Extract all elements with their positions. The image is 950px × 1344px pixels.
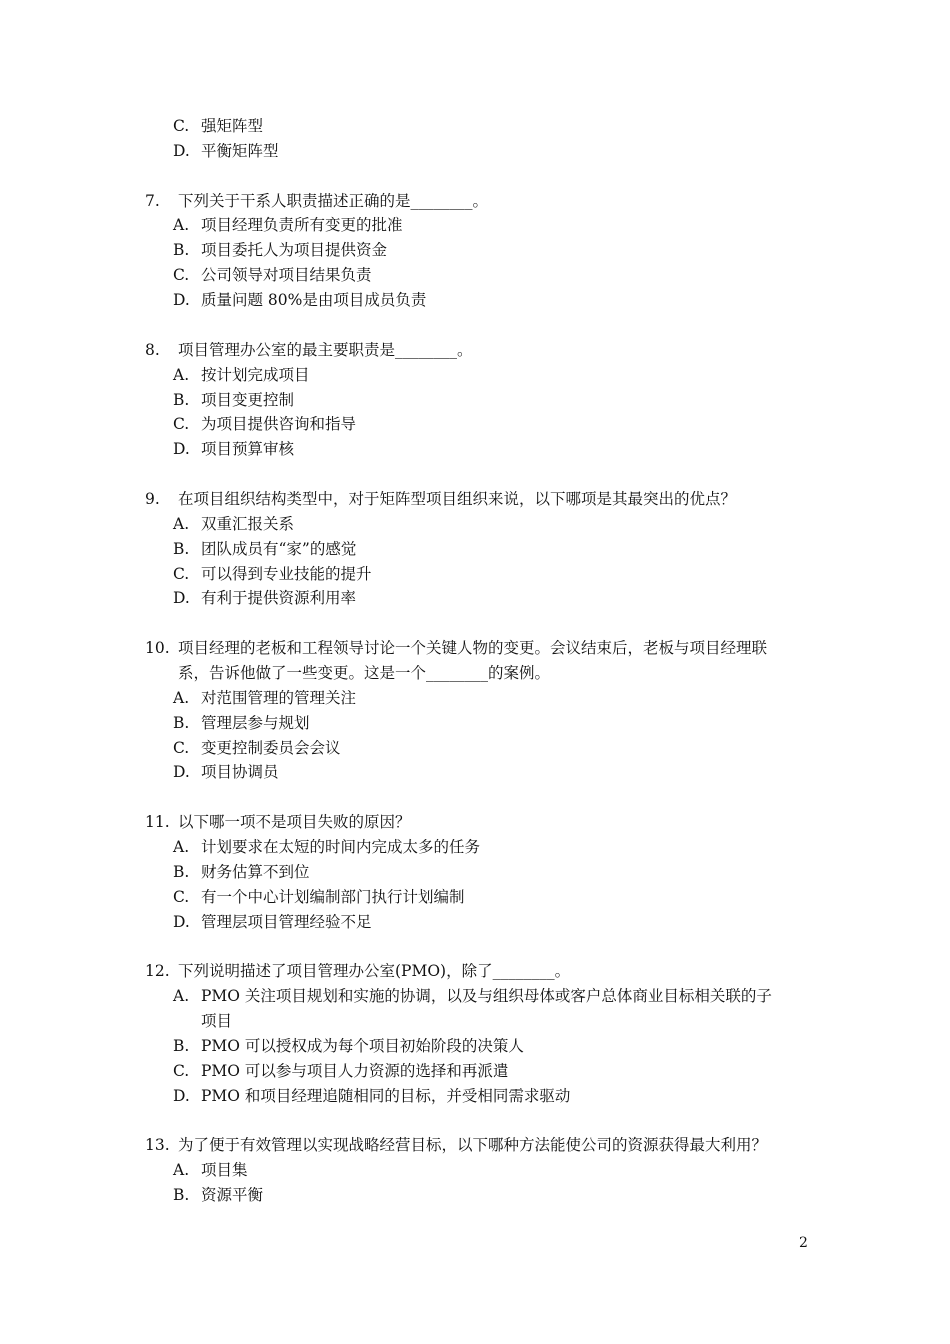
question-text: 系，告诉他做了一些变更。这是一个________的案例。 xyxy=(178,663,551,682)
option-text: PMO 关注项目规划和实施的协调，以及与组织母体或客户总体商业目标相关联的子 xyxy=(201,987,772,1006)
option-letter: A. xyxy=(173,514,190,533)
option-text: 质量问题 80%是由项目成员负责 xyxy=(201,291,427,309)
question-text: 项目管理办公室的最主要职责是________。 xyxy=(178,340,473,359)
option-text: 项目委托人为项目提供资金 xyxy=(201,241,388,260)
question-number: 12. xyxy=(145,962,170,981)
option-text: 项目经理负责所有变更的批准 xyxy=(201,216,403,235)
option-letter: B. xyxy=(173,862,190,881)
option-letter: D. xyxy=(173,440,190,459)
option-text: 按计划完成项目 xyxy=(201,365,310,384)
question-text: 在项目组织结构类型中，对于矩阵型项目组织来说，以下哪项是其最突出的优点？ xyxy=(178,489,737,508)
question-text: 以下哪一项不是项目失败的原因？ xyxy=(178,813,411,832)
option-letter: C. xyxy=(173,887,190,906)
option-text: 对范围管理的管理关注 xyxy=(201,688,357,707)
option-text: 资源平衡 xyxy=(201,1185,264,1204)
question-number: 9. xyxy=(145,489,160,508)
option-letter: D. xyxy=(173,291,190,309)
option-letter: B. xyxy=(173,1185,190,1204)
option-text: PMO 和项目经理追随相同的目标，并受相同需求驱动 xyxy=(201,1086,571,1105)
option-letter: A. xyxy=(173,365,190,384)
option-letter: D. xyxy=(173,763,190,782)
option-text: 项目集 xyxy=(201,1161,248,1180)
option-letter: B. xyxy=(173,241,190,260)
option-text: 双重汇报关系 xyxy=(201,514,295,533)
question-number: 13. xyxy=(145,1136,170,1155)
option-text: 管理层参与规划 xyxy=(201,713,310,732)
question-number: 8. xyxy=(145,340,160,359)
question-number: 7. xyxy=(145,191,160,210)
question-text: 下列说明描述了项目管理办公室(PMO)，除了________。 xyxy=(178,962,571,981)
option-letter: C. xyxy=(173,266,190,285)
option-letter: A. xyxy=(173,688,190,707)
option-letter: D. xyxy=(173,141,190,160)
question-number: 10. xyxy=(145,639,170,658)
option-text: 团队成员有“家”的感觉 xyxy=(201,539,357,558)
option-text: PMO 可以授权成为每个项目初始阶段的决策人 xyxy=(201,1036,524,1055)
option-text: PMO 可以参与项目人力资源的选择和再派遣 xyxy=(201,1061,509,1080)
option-letter: A. xyxy=(173,1161,190,1180)
option-text: 财务估算不到位 xyxy=(201,862,310,881)
option-text: 可以得到专业技能的提升 xyxy=(201,564,372,583)
question-text: 为了便于有效管理以实现战略经营目标，以下哪种方法能使公司的资源获得最大利用？ xyxy=(178,1136,768,1155)
question-text: 下列关于干系人职责描述正确的是________。 xyxy=(178,191,489,210)
option-text: 强矩阵型 xyxy=(201,117,264,135)
option-text: 为项目提供咨询和指导 xyxy=(201,415,357,434)
option-letter: C. xyxy=(173,1061,190,1080)
option-letter: A. xyxy=(173,216,190,235)
option-letter: D. xyxy=(173,589,190,608)
option-letter: A. xyxy=(173,837,190,856)
option-letter: B. xyxy=(173,539,190,558)
option-letter: A. xyxy=(173,987,190,1006)
option-text: 项目 xyxy=(201,1011,233,1030)
option-text: 公司领导对项目结果负责 xyxy=(201,266,372,285)
option-text: 平衡矩阵型 xyxy=(201,141,279,160)
option-letter: B. xyxy=(173,390,190,409)
option-text: 有一个中心计划编制部门执行计划编制 xyxy=(201,887,465,906)
question-number: 11. xyxy=(145,813,170,832)
option-text: 项目变更控制 xyxy=(201,390,295,409)
option-letter: C. xyxy=(173,738,190,757)
option-text: 项目预算审核 xyxy=(201,440,295,459)
option-text: 计划要求在太短的时间内完成太多的任务 xyxy=(201,837,481,856)
option-letter: B. xyxy=(173,713,190,732)
question-text: 项目经理的老板和工程领导讨论一个关键人物的变更。会议结束后，老板与项目经理联 xyxy=(178,639,768,658)
option-letter: B. xyxy=(173,1036,190,1055)
page-number: 2 xyxy=(799,1235,808,1251)
option-text: 管理层项目管理经验不足 xyxy=(201,912,372,931)
option-text: 有利于提供资源利用率 xyxy=(201,589,357,608)
option-text: 项目协调员 xyxy=(201,763,279,782)
option-text: 变更控制委员会会议 xyxy=(201,738,341,757)
option-letter: D. xyxy=(173,912,190,931)
option-letter: C. xyxy=(173,117,190,135)
option-letter: C. xyxy=(173,564,190,583)
option-letter: C. xyxy=(173,415,190,434)
option-letter: D. xyxy=(173,1086,190,1105)
